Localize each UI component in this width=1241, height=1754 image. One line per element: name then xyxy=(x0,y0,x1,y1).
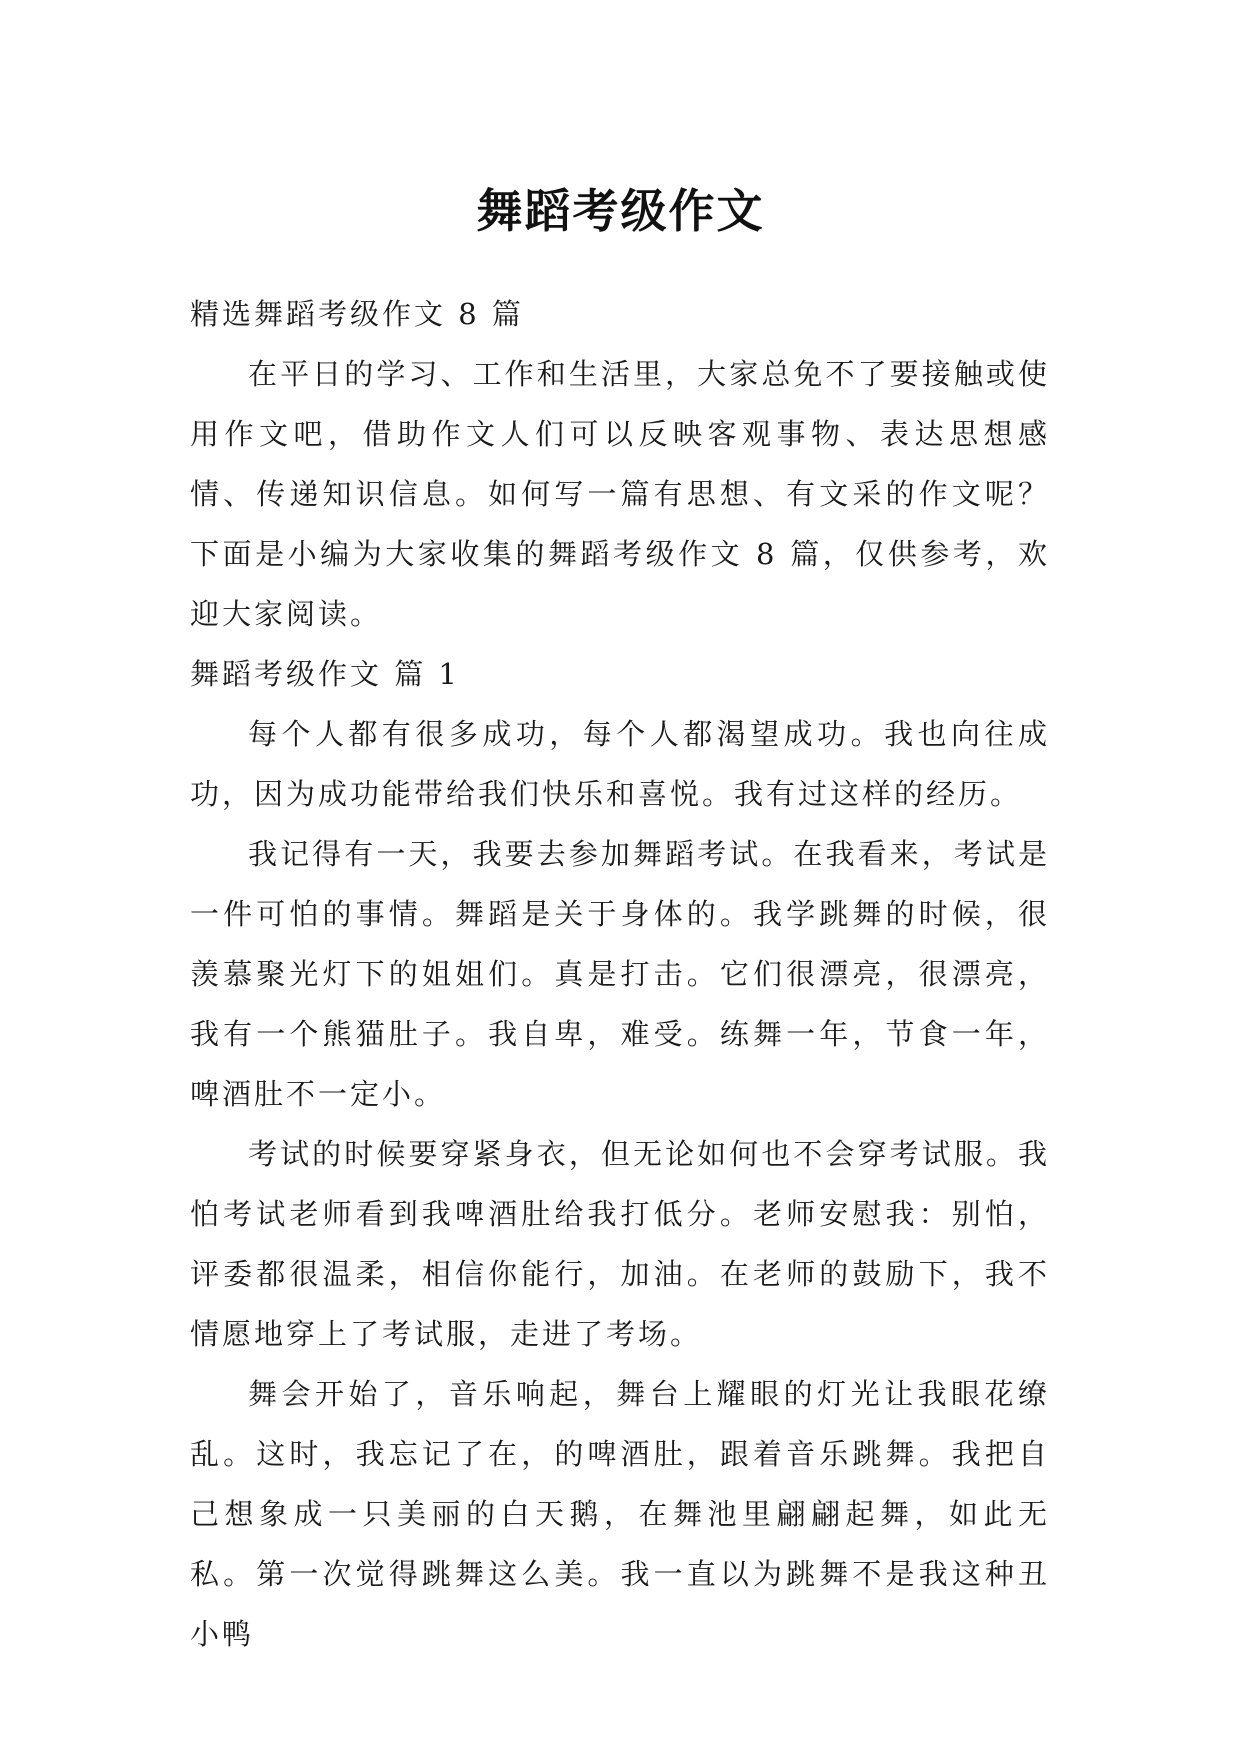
body-paragraph: 考试的时候要穿紧身衣，但无论如何也不会穿考试服。我怕考试老师看到我啤酒肚给我打低分。老师安慰我：别怕，评委都很温柔，相信你能行，加油。在老师的鼓励下，我不情愿地穿上了考试服，走进了考场。 xyxy=(190,1137,1050,1351)
body-paragraph: 舞会开始了，音乐响起，舞台上耀眼的灯光让我眼花缭乱。这时，我忘记了在，的啤酒肚，跟着音乐跳舞。我把自己想象成一只美丽的白天鹅，在舞池里翩翩起舞，如此无私。第一次觉得跳舞这么美。我一直以为跳舞不是我这种丑小鸭 xyxy=(190,1377,1050,1651)
document-subtitle: 精选舞蹈考级作文 8 篇 xyxy=(190,297,524,331)
section-heading: 舞蹈考级作文 篇 1 xyxy=(190,657,460,691)
body-paragraph: 每个人都有很多成功，每个人都渴望成功。我也向往成功，因为成功能带给我们快乐和喜悦。我有过这样的经历。 xyxy=(190,717,1050,811)
body-paragraph: 我记得有一天，我要去参加舞蹈考试。在我看来，考试是一件可怕的事情。舞蹈是关于身体的。我学跳舞的时候，很羡慕聚光灯下的姐姐们。真是打击。它们很漂亮，很漂亮，我有一个熊猫肚子。我自卑，难受。练舞一年，节食一年，啤酒肚不一定小。 xyxy=(190,837,1050,1111)
document-title: 舞蹈考级作文 xyxy=(476,183,765,238)
intro-paragraph: 在平日的学习、工作和生活里，大家总免不了要接触或使用作文吧，借助作文人们可以反映客观事物、表达思想感情、传递知识信息。如何写一篇有思想、有文采的作文呢？下面是小编为大家收集的舞蹈考级作文 8 篇，仅供参考，欢迎大家阅读。 xyxy=(190,357,1050,631)
document-body xyxy=(190,284,1050,1664)
